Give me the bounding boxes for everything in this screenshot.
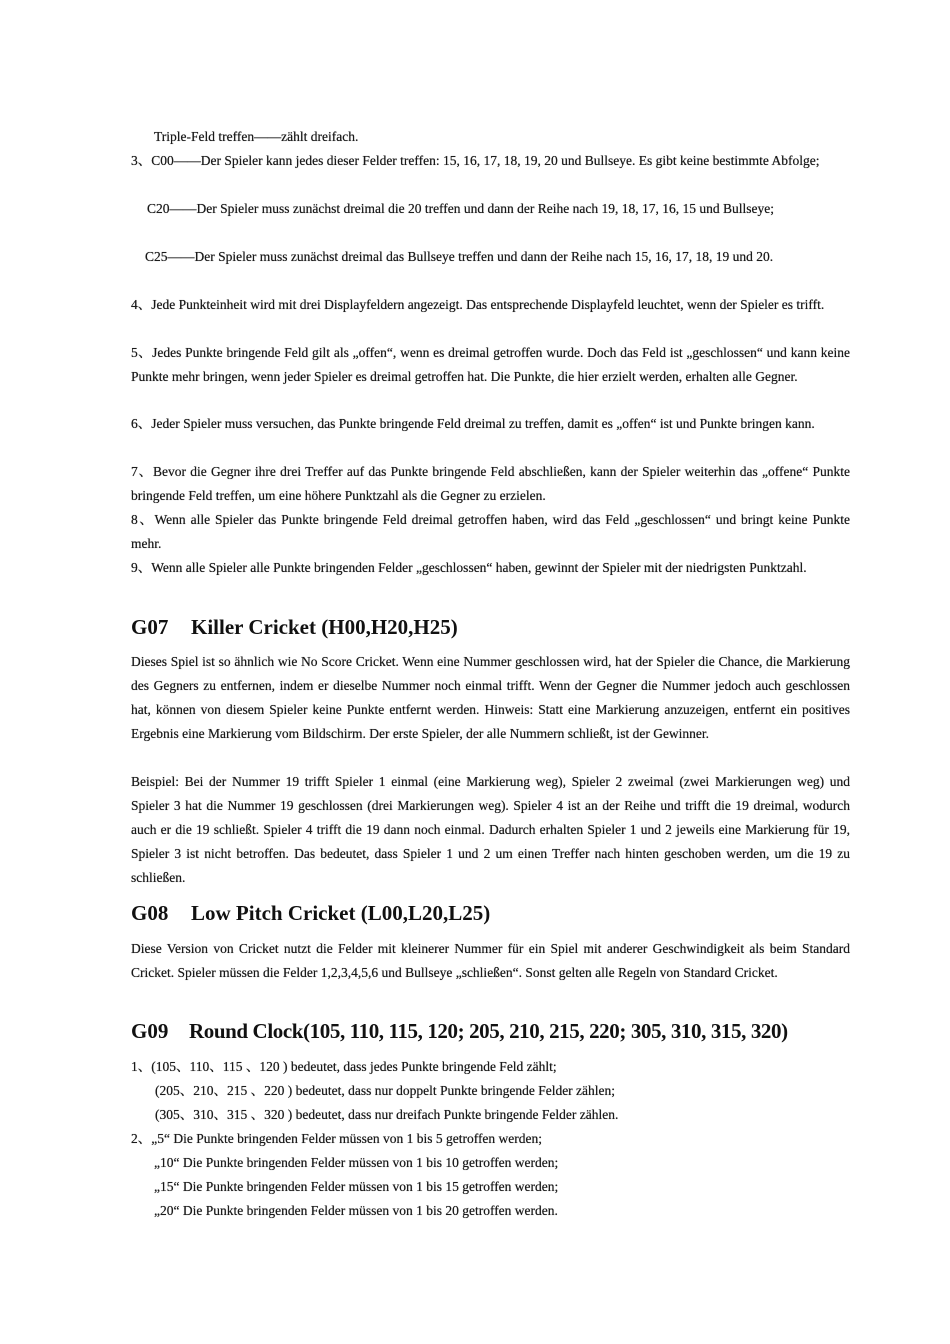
heading-g07-code: G07: [131, 615, 169, 639]
paragraph-rule-5: 5、Jedes Punkte bringende Feld gilt als „offen“, wenn es dreimal getroffen wurde. Doch das Feld ist „geschlossen“ und kann keine Punkte mehr bringen, wenn jeder Spieler es dreimal getroffen hat. Die Punkte, die hier erzielt werden, erhalten alle Gegner.: [131, 345, 850, 384]
paragraph-rule-9: 9、Wenn alle Spieler alle Punkte bringenden Felder „geschlossen“ haben, gewinnt der Spieler mit der niedrigsten Punktzahl.: [131, 560, 807, 575]
heading-g08-code: G08: [131, 901, 169, 925]
paragraph-g09-rule-1-double: (205、210、215 、220 ) bedeutet, dass nur doppelt Punkte bringende Felder zählen;: [155, 1083, 616, 1098]
paragraph-rule-6: 6、Jeder Spieler muss versuchen, das Punkte bringende Feld dreimal zu treffen, damit es „offen“ ist und Punkte bringen kann.: [131, 416, 815, 431]
heading-g09-code: G09: [131, 1019, 169, 1043]
heading-g09-title: Round Clock(105, 110, 115, 120; 205, 210, 215, 220; 305, 310, 315, 320): [189, 1019, 788, 1043]
paragraph-rule-3-c25: C25——Der Spieler muss zunächst dreimal das Bullseye treffen und dann der Reihe nach 15, 16, 17, 18, 19 und 20.: [145, 249, 774, 264]
paragraph-rule-4: 4、Jede Punkteinheit wird mit drei Displayfeldern angezeigt. Das entsprechende Displayfeld leuchtet, wenn der Spieler es trifft.: [131, 297, 825, 312]
paragraph-g08-description: Diese Version von Cricket nutzt die Felder mit kleinerer Nummer für ein Spiel mit anderer Geschwindigkeit als beim Standard Cricket. Spieler müssen die Felder 1,2,3,4,5,6 und Bullseye „schließen“. Sonst gelten alle Regeln von Standard Cricket.: [131, 941, 850, 980]
paragraph-g09-rule-2: 2、„5“ Die Punkte bringenden Felder müssen von 1 bis 5 getroffen werden;: [131, 1131, 543, 1146]
heading-g09: [131, 1017, 871, 1045]
paragraph-g07-description: Dieses Spiel ist so ähnlich wie No Score Cricket. Wenn eine Nummer geschlossen wird, hat der Spieler die Chance, die Markierung des Gegners zu entfernen, indem er dieselbe Nummer noch einmal trifft. Wenn der Gegner die Nummer jedoch auch geschlossen hat, können von diesem Spieler keine Punkte entfernt werden. Hinweis: Statt eine Markierung anzuzeigen, entfernt ein positives Ergebnis eine Markierung vom Bildschirm. Der erste Spieler, der alle Nummern schließt, ist der Gewinner.: [131, 654, 850, 741]
paragraph-rule-3-c20: C20——Der Spieler muss zunächst dreimal die 20 treffen und dann der Reihe nach 19, 18, 17, 16, 15 und Bullseye;: [147, 201, 774, 216]
paragraph-triple-field: Triple-Feld treffen——zählt dreifach.: [154, 129, 359, 144]
heading-g07-title: Killer Cricket (H00,H20,H25): [191, 615, 458, 639]
paragraph-g09-rule-1-triple: (305、310、315 、320 ) bedeutet, dass nur dreifach Punkte bringende Felder zählen.: [155, 1107, 619, 1122]
paragraph-g09-rule-1: 1、(105、110、115 、120 ) bedeutet, dass jedes Punkte bringende Feld zählt;: [131, 1059, 557, 1074]
heading-g08: [131, 899, 871, 927]
paragraph-rule-8: 8、Wenn alle Spieler das Punkte bringende Feld dreimal getroffen haben, wird das Feld „geschlossen“ und bringt keine Punkte mehr.: [131, 512, 850, 551]
heading-g07: [131, 613, 871, 641]
paragraph-g09-rule-2-fifteen: „15“ Die Punkte bringenden Felder müssen von 1 bis 15 getroffen werden;: [154, 1179, 559, 1194]
paragraph-g09-rule-2-twenty: „20“ Die Punkte bringenden Felder müssen von 1 bis 20 getroffen werden.: [154, 1203, 558, 1218]
heading-g08-title: Low Pitch Cricket (L00,L20,L25): [191, 901, 491, 925]
paragraph-g07-example: Beispiel: Bei der Nummer 19 trifft Spieler 1 einmal (eine Markierung weg), Spieler 2 zweimal (zwei Markierungen weg) und Spieler 3 hat die Nummer 19 geschlossen (drei Markierungen weg). Spieler 4 ist an der Reihe und trifft die 19 dreimal, wodurch auch er die 19 schließt. Spieler 4 trifft die 19 dann noch einmal. Dadurch erhalten Spieler 1 und 2 jeweils eine Markierung für 19, Spieler 3 ist nicht betroffen. Das bedeutet, dass Spieler 1 und 2 um einen Treffer nach hinten geschoben werden, um die 19 zu schließen.: [131, 774, 850, 885]
paragraph-rule-7: 7、Bevor die Gegner ihre drei Treffer auf das Punkte bringende Feld abschließen, kann der Spieler weiterhin das „offene“ Punkte bringende Feld treffen, um eine höhere Punktzahl als die Gegner zu erzielen.: [131, 464, 850, 503]
paragraph-g09-rule-2-ten: „10“ Die Punkte bringenden Felder müssen von 1 bis 10 getroffen werden;: [154, 1155, 559, 1170]
paragraph-rule-3-c00: 3、C00——Der Spieler kann jedes dieser Felder treffen: 15, 16, 17, 18, 19, 20 und Bullseye. Es gibt keine bestimmte Abfolge;: [131, 153, 820, 168]
